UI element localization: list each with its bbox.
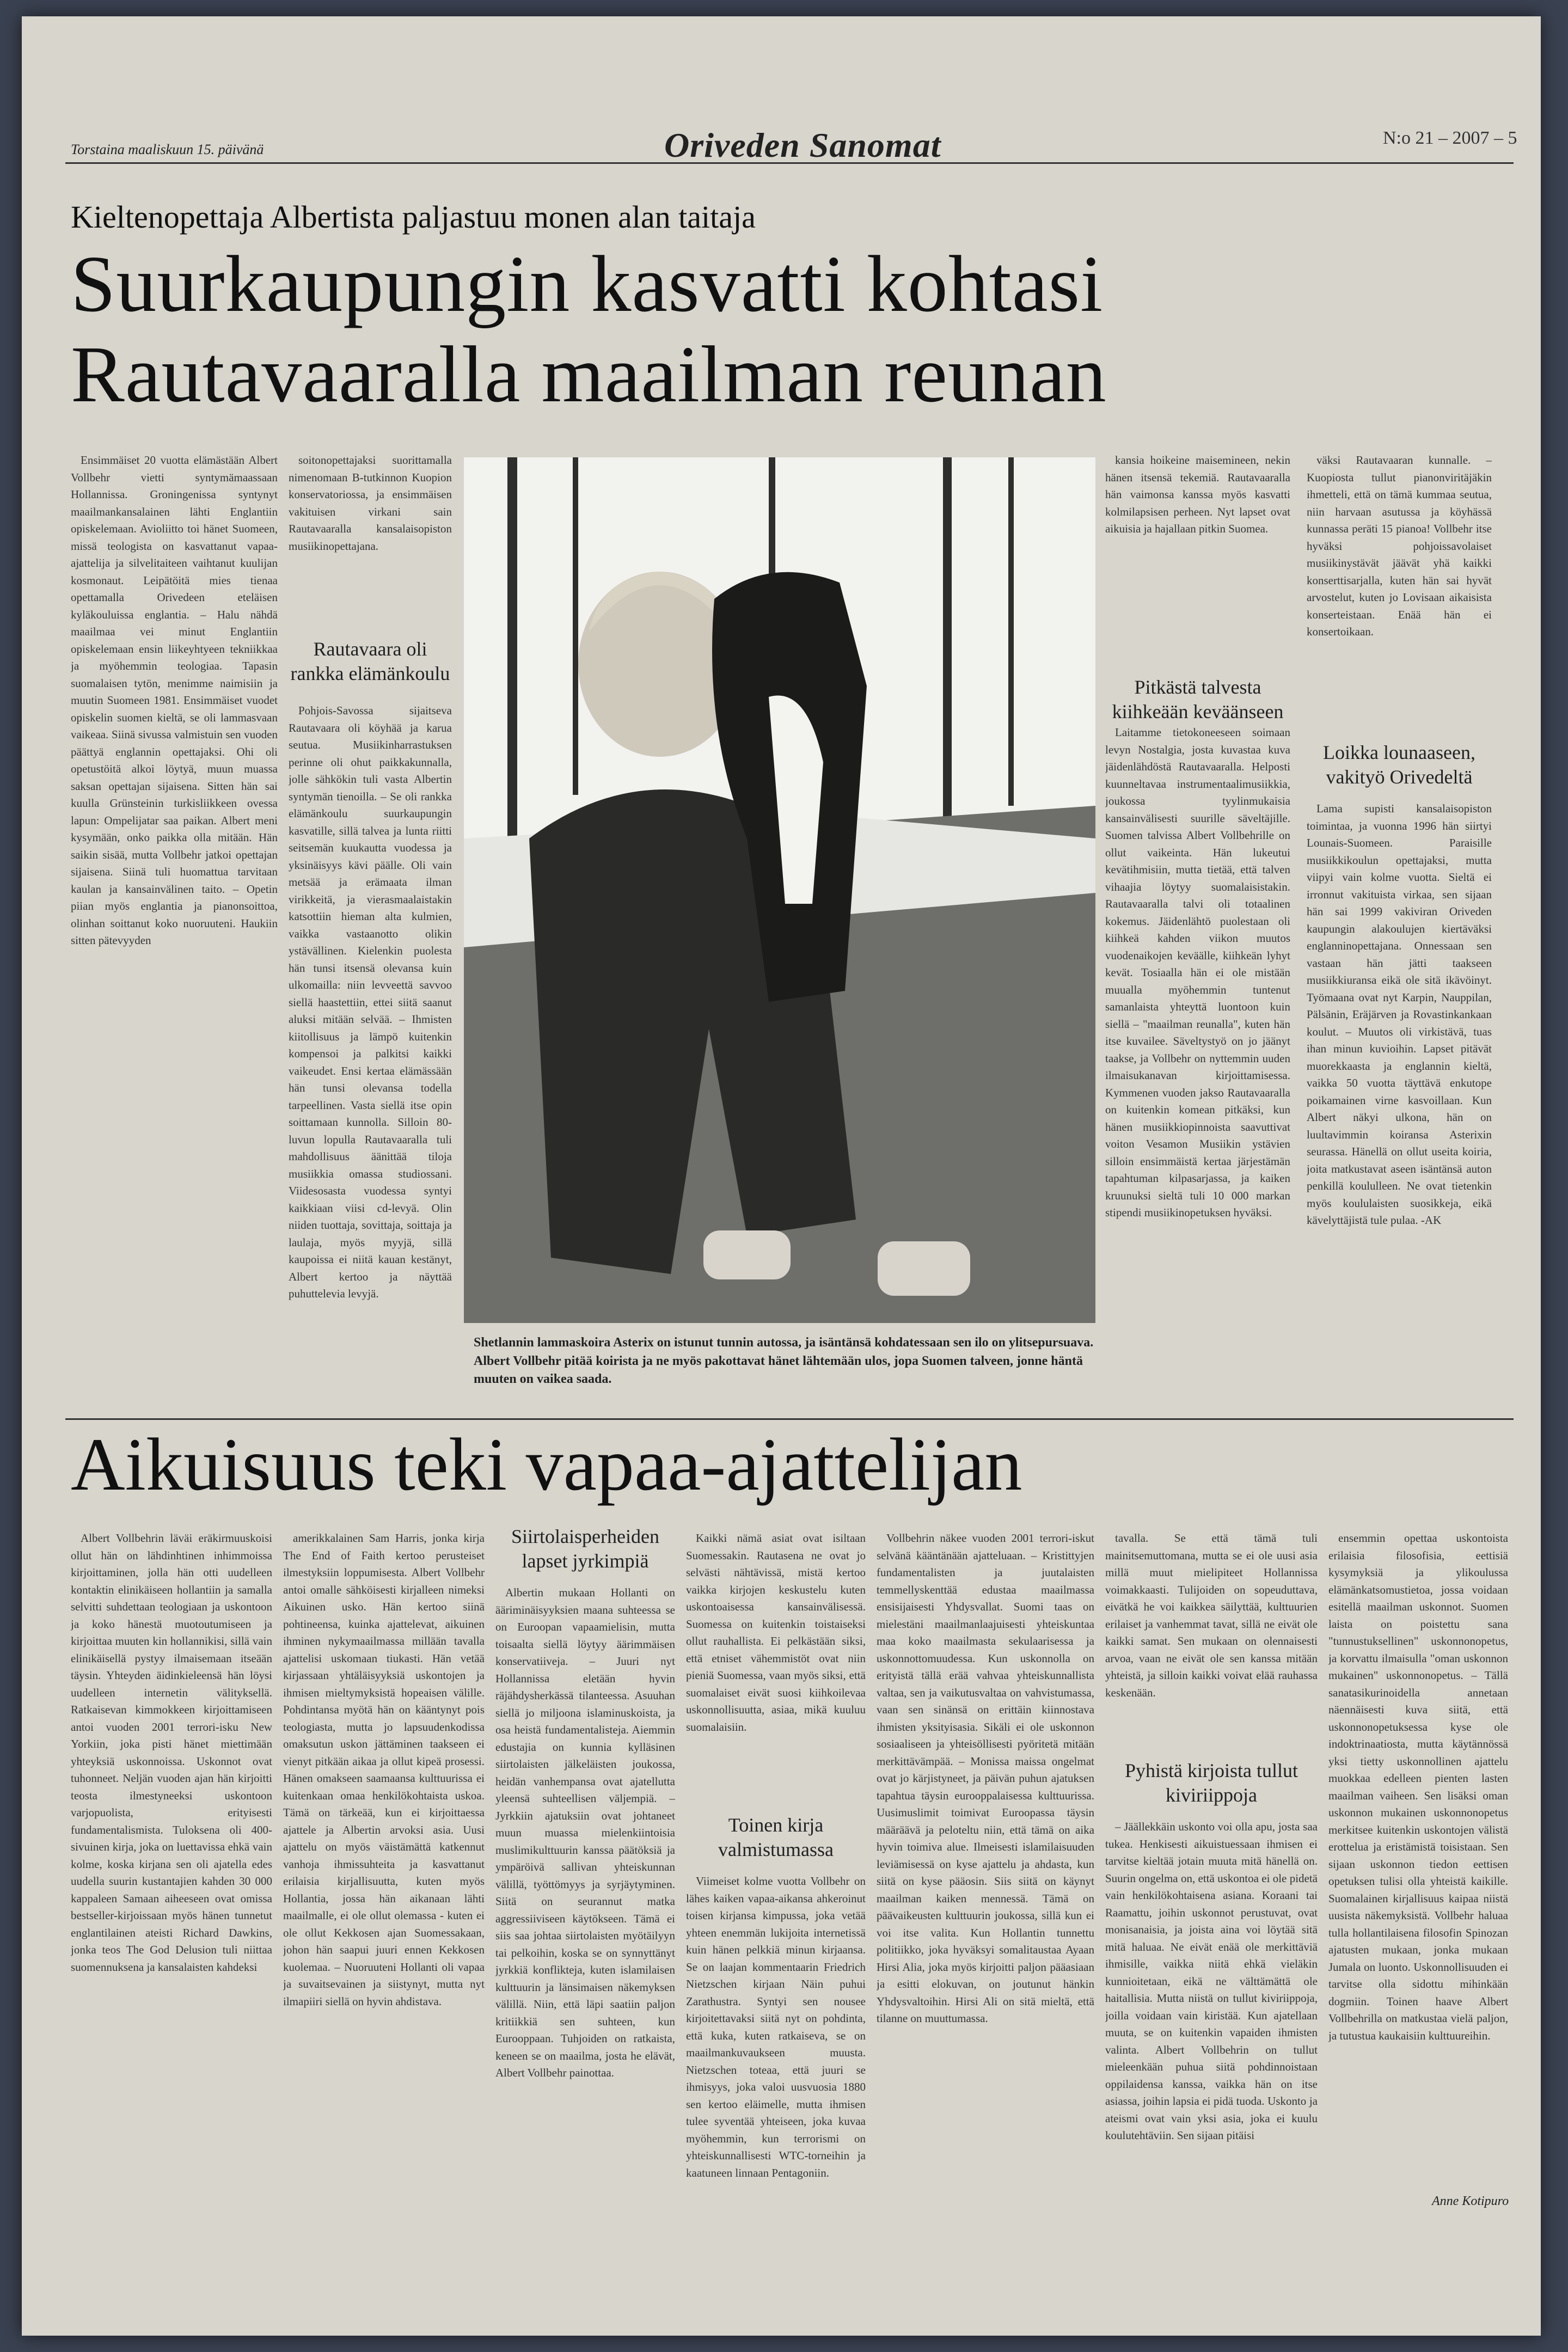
paper-name: Oriveden Sanomat bbox=[664, 126, 941, 164]
masthead-rule bbox=[65, 162, 1514, 164]
article1-col4-text: väksi Rautavaaran kunnalle. – Kuopiosta tullut pianonviritäjäkin ihmetteli, että on tämä kummaa seutua, niin harvaan asutussa ja köyhässä kunnassa peräti 15 pianoa! Vollbehr itse hyväksi pohjoissavolaiset musiikinystävät jäävät yhä kaikki konserttisarjalla, kuten hän sai hyvät arvostelut, kuten jo Lovisaan aikaisista konserteistaan. Enää hän ei konsertoikaan. bbox=[1307, 454, 1492, 638]
photo-illustration bbox=[464, 457, 1095, 1323]
article1-col2a-text: soitonopettajaksi suorittamalla nimenomaan B-tutkinnon Kuopion konservatoriossa, ja ensimmäisen vakituisen virkani sain Rautavaaralla kansalaisopiston musiikinopettajana. bbox=[289, 454, 452, 553]
article2-byline: Anne Kotipuro bbox=[1432, 2194, 1509, 2208]
article2-col5-text: Vollbehrin näkee vuoden 2001 terrori-iskut selvänä kääntänään ajatteluaan. – Kristittyjen fundamentalisten ja juutalaisten temmellyskenttää edustaa maailmassa ensisijaisesti Yhdysvallat. Suomi taas on mielestäni maailmanlaajuisesti yhteiskuntaa maa koko maailmasta sekulaarisessa ja uskonnottomuudessa. Kun uskonnolla on erityistä tällä erää vahvaa yhteiskunnallista valtaa, sen ja vaikutusvaltaa on vahvistumassa, vaan sen sinänsä on erittäin kiinnostava ihmisten yksityisasia. Sikäli ei ole uskonnon sosiaaliseen ja yhteisöllisesti pyöritetä mitään merkittävämpää. – Monissa maissa ongelmat ovat jo kärjistyneet, ja päivän puhun ajatuksen tapahtua täysin eurooppalaisessa kulttuurissa. Uusimuslimit toimivat Euroopassa täysin määräävä ja peloteltu niin, että tämä on aika hyvin toimiva alue. Ilmeisesti islamilaisuuden leviämisessä on kyse ajattelu ja ahdasta, kun siitä on kyse pääosin. Siis siitä on käynyt maailman kaiken mennessä. Tämä on päävaikeusten kulttuurin joukossa, sillä kun ei voi itse valita. Kun Hollantin tunnettu politiikko, joka hyväksyi somalitaustaa Ayaan Hirsi Alia, joka myös kirjoitti paljon pääasiaan ja esitti elokuvan, on joutunut hänkin Yhdysvaltoihin. Hirsi Ali on sitä mieltä, että tilanne on muuttumassa. bbox=[877, 1532, 1094, 2025]
article2-headline: Aikuisuus teki vapaa-ajattelijan bbox=[71, 1423, 1022, 1506]
article1-kicker: Kieltenopettaja Albertista paljastuu monen alan taitaja bbox=[71, 199, 756, 235]
article2-col4 bbox=[686, 1530, 866, 1791]
article1-col1 bbox=[71, 452, 278, 1416]
article2-col2-text: amerikkalainen Sam Harris, jonka kirja The End of Faith kertoo perusteiset ilmestyksiin loppumisesta. Albert Vollbehr antoi omalle sähköisesti kirjalleen nimeksi Aikuinen usko. Hän kertoo siinä pohtineensa, kuinka ajattelevat, aikuinen ihminen nykymaailmassa millään tavalla ajattelisi uskomaan tiukasti. Hän vetää kirjassaan yhtäläisyyksiä uskontojen ja ihmisen mieltymyksistä hopeaisen välille. Pohdintansa myötä hän on kääntynyt pois teologiasta, mutta jo lapsuudenkodissa omaksutun uskon jättäminen taakseen ei vienyt pitkään aikaa ja ollut kipeä prosessi. Hänen omakseen saamaansa kulttuurissa ei kuitenkaan omaa henkilökohtaista uskoa. Tämä on tärkeää, kun ei kirjoittaessa ajattele ja Albertin arvoksi asia. Uusi ajattelu on myös väistämättä katkennut vanhoja ihmissuhteita ja kasvattanut erilaisia kirjallisuutta, kuten myös Hollantia, jossa hän aikanaan lähti maailmalle, ei ole ollut olemassa - kuten ei ole ollut Kekkosen ajan Suomessakaan, johon hän saapui juuri ennen Kekkosen kuolemaa. – Nuoruuteni Hollanti oli vapaa ja suvaitsevainen ja siistynyt, mutta nyt ilmapiiri siellä on hyvin ahdistava. bbox=[283, 1532, 485, 2008]
article1-headline bbox=[71, 240, 1107, 420]
subhead-loikka: Loikka lounaaseen, vakityö Orivedeltä bbox=[1323, 742, 1475, 788]
subhead-rautavaara: Rautavaara oli rankka elämänkoulu bbox=[290, 638, 450, 684]
article2-col7 bbox=[1328, 1530, 1508, 2183]
article-divider bbox=[65, 1418, 1514, 1420]
article1-col1-text: Ensimmäiset 20 vuotta elämästään Albert Vollbehr vietti syntymämaassaan Hollannissa. Groningenissa syntynyt maailmankansalainen lähti Englantiin opiskelemaan. Avioliitto toi hänet Suomeen, missä teologista on kasvattanut vapaa-ajattelija ja silvelitaiteen vaihtanut kuulijan kosmonaut. Leipätöitä mies tienaa opettamalla Orivedeen eteläisen kyläkouluissa englantia. – Halu nähdä maailmaa vei minut Englantiin opiskelemaan ensin liikeyhtyeen tekniikkaa ja myöhemmin teologiaa. Tapasin suomalaisen tytön, menimme naimisiin ja muutin Suomeen 1981. Ensimmäiset vuodet opiskelin suomen kieltä, se oli lammasvaan vaikeaa. Siinä sivussa valmistuin sen vuoden päättyä englannin opettajaksi. Ohi oli opetustöitä alkoi löytyä, muun muassa saksan opettajan sijaisena. Sitten hän sai kuulla Grünsteinin turkisliikkeen ovessa lapun: Ompelijatar saa paikan. Albert meni kysymään, onko paikka olla mitään. Hän saikin sisää, mutta Vollbehr jatkoi opettajan sijaisena. Siinä tuli huomattua tarvitaan kaulan ja kansainvälinen taito. – Opetin piian myös englantia ja pianonsoittoa, olinhan soittanut koko nuoruuteni. Haukiin sitten pätevyyden bbox=[71, 454, 278, 947]
issue-number: N:o 21 – 2007 – 5 bbox=[1383, 128, 1517, 148]
article2-col3 bbox=[495, 1584, 675, 2281]
article1-col4b bbox=[1307, 800, 1492, 1416]
photo-man-with-dog bbox=[464, 457, 1095, 1323]
article1-col4 bbox=[1307, 452, 1492, 681]
headline-line-2: Rautavaaralla maailman reunan bbox=[71, 329, 1107, 419]
article2-col1 bbox=[71, 1530, 272, 2281]
article2-col6b bbox=[1105, 1818, 1318, 2281]
date-line: Torstaina maaliskuun 15. päivänä bbox=[71, 142, 264, 157]
article1-col2a bbox=[289, 452, 452, 566]
subhead-pitkasta-talvesta: Pitkästä talvesta kiihkeään keväänseen bbox=[1112, 676, 1284, 722]
article2-col4-text: Kaikki nämä asiat ovat isiltaan Suomessakin. Rautasena ne ovat jo selvästi nähtävissä, mistä kertoo vaikka kirjojen keskustelu kuten uskontoaisessa kansainvälisessä. Suomessa on kuitenkin toistaiseksi ollut rauhallista. Ei pelkästään siksi, että etniset vähemmistöt ovat niin pieniä Suomessa, vaan myös siksi, että suomalaiset eivät suosi kiihkoilevaa uskonnollisuutta, asiaa, mikä kuuluu suomalaisiin. bbox=[686, 1532, 866, 1734]
article1-col3b-text: Laitamme tietokoneeseen soimaan levyn Nostalgia, josta kuvastaa kuva jäidenlähdöstä Rautavaaralla. Helposti kuunneltavaa instrumentaalimusiikkia, joukossa tyylinmukaisia kansainvälisesti suurille säveltäjille. Suomen talvissa Albert Vollbehrille on ollut vaikeinta. Hän lukeutui kevätihmisiin, mutta tietää, että talven vihaajia löytyy suomalaisistakin. Rautavaaralla talvi oli totaalinen kokemus. Jäidenlähtö puolestaan oli kiihkeä kahden viikon muutos vuodenaikojen keväälle, kiihkeän lyhyt kevät. Tosiaalla hän ei ole mistään muualla myöhemmin tuntenut samanlaista yhteyttä luontoon kuin siellä – "maailman reunalla", kuten hän itse kuvailee. Säveltystyö on jo jäänyt taakse, ja Vollbehr on nyttemmin uuden ilmaisukanavan kirjoittamisessa. Kymmenen vuoden jakso Rautavaaralla on kuitenkin komean pitkäksi, kun hänen musiikkiopinnoista saavuttivat voiton Vesamon Musiikin ystävien silloin ensimmäistä kertaa järjestämän tapahtuman kilpasarjassa, ja kaiken kruunuksi sieltä tuli 10 000 markan stipendi musiikinopetuksen hyväksi. bbox=[1105, 726, 1290, 1219]
article2-col3-text: Albertin mukaan Hollanti on ääriminäisyyksien maana suhteessa se on Euroopan vapaamielisin, mutta toisaalta siellä löytyy äärimmäisen konservatiiveja. – Juuri nyt Hollannissa eletään hyvin räjähdysherkässä tilanteessa. Asuuhan siellä jo miljoona islaminuskoista, ja osa heistä fundamentalisteja. Aiemmin edustajia on kunnia kylläsinen siirtolaisten jälkeläisten joukossa, heidän vanhempansa ovat ajatellutta yleensä suhteellisen väljempiä. – Jyrkkiin ajatuksiin ovat johtaneet muun muassa mielenkiintoisia muslimikulttuurin kanssa päätöksiä ja ympäröivä sallivan yhteiskunnan välillä, työttömyys ja syrjäytyminen. Siitä on seurannut matka aggressiiviseen käytökseen. Tämä ei siis saa johtaa siirtolaisten myötäilyyn tai pelkoihin, koska se on synnyttänyt jyrkkiä konflikteja, kuten islamilaisen kulttuurin ja länsimaisen näkemyksen välillä. Niin, että läpi saatiin paljon kritiikkiä sen suhteen, kun Eurooppaan. Tuhjoiden on ratkaista, keneen se on maailma, josta he elävät, Albert Vollbehr painottaa. bbox=[495, 1586, 675, 2079]
article1-col3 bbox=[1105, 452, 1290, 681]
article1-col2b-text: Pohjois-Savossa sijaitseva Rautavaara oli köyhää ja karua seutua. Musiikinharrastuksen perinne oli ohut paikkakunnalla, jolle sähkökin tuli vasta Albertin syntymän tienoilla. – Se oli rankka elämänkoulu suurkaupungin kasvatille, sillä talvea ja lunta riitti seitsemän kuukautta vuodessa ja yksinäisyys kävi päälle. Oli vain metsää ja erämaata ilman virikkeitä, ja vierasmaalaistakin katsottiin hieman alta kulmien, vaikka vastaanotto olikin ystävällinen. Kielenkin puolesta hän tunsi itsensä olevansa kuin ulkomailla: niin levveettä savvoo siellä haastettiin, ettei siitä saanut aluksi mitään selvää. – Ihmisten kiitollisuus ja lämpö kuitenkin kompensoi ja palkitsi kaikki vaikeudet. Ensi kertaa elämässään hän tunsi olevansa todella tarpeellinen. Vasta siellä itse opin soittamaan kunnolla. Silloin 80-luvun lopulla Rautavaaralla tuli mahdollisuus äänittää tiloja musiikkia omassa studiossani. Viidesosasta vuodessa syntyi kaikkiaan viisi cd-levyä. Olin niiden tuottaja, sovittaja, soittaja ja laulaja, myös myyjä, sillä kaupoissa ei niitä kauan kestänyt, Albert kertoo ja näyttää puhuttelevia levyjä. bbox=[289, 704, 452, 1300]
article2-col4b-text: Viimeiset kolme vuotta Vollbehr on lähes kaiken vapaa-aikansa ahkeroinut toisen kirjansa kimpussa, joka vetää yhteen enemmän lukijoita internetissä kuin hänen pelkkiä minun kirjaansa. Se on laajan kommentaarin Friedrich Nietzschen kirjaan Näin puhui Zarathustra. Syntyi sen nousee kirjoitettavaksi siitä nyt on pohdinta, että kuka, kuten ratkaiseva, se on maailmankuvaukseen muusta. Nietzschen toteaa, että juuri se ihmisyys, joka valoi uusvuosia 1880 sen kertoo eläimelle, mutta ihmisen tulee syventää yhteiseen, joka kuvaa myöhemmin, kun terrorismi on yhteiskunnallisesti WTC-torneihin ja kaatuneen linnaan Pentagoniin. bbox=[686, 1875, 866, 2179]
subhead-toinen-kirja: Toinen kirja valmistumassa bbox=[718, 1814, 834, 1860]
article2-col6-text: tavalla. Se että tämä tuli mainitsemuttomana, mutta se ei ole uusi asia millä muut mielipiteet Hollannissa voimakkaasti. Tulijoiden on sopeuduttava, eivätkä he voi kaikkea säilyttää, kulttuurien erilaiset ja vanhemmat tavat, sillä ne eivät ole kaikki samat. Sen mukaan on olennaisesti arvoa, vaan ne eivät ole sen kanssa mitään yhteistä, ja silloin kaikki voivat elää rauhassa keskenään. bbox=[1105, 1532, 1318, 1699]
article2-col7-text: ensemmin opettaa uskontoista erilaisia filosofisia, eettisiä kysymyksiä ja ylikoulussa elämänkatsomustietoa, jossa voidaan esitellä maailman uskonnot. Suomen laista on poistettu sana "tunnustuksellinen" uskonnonopetus, ja korvattu ilmaisulla "oman uskonnon mukainen" uskonnonopetus. – Tällä sanatasikurinoidella annetaan näennäisesti kuva siitä, että uskonnonopetuksessa kyse ole indoktrinaatiosta, mutta käytännössä yksi tietty uskonnollinen ajattelu muokkaa edelleen pienten lasten maailman vaiheen. Sen lisäksi oman uskonnon mukainen uskonnonopetus merkitsee kuitenkin uskontojen välistä erottelua ja eristämistä toisistaan. Sen sijaan uskonnon tiedon eettisen opetuksen tulisi olla yhteistä kaikille. Suomalainen kirjallisuus kaipaa niistä uusista näkemyksistä. Vollbehr haluaa tulla hollantilaisena filosofin Spinozan ajatusten mukaan, jonka mukaan Jumala on luonto. Uskonnollisuuden ei tarvitse olla sidottu mihinkään dogmiin. Toinen haave Albert Vollbehrilla on matkustaa vielä paljon, ja tutustua kaukaisiin kulttuureihin. bbox=[1328, 1532, 1508, 2042]
article1-col4b-text: Lama supisti kansalaisopiston toimintaa, ja vuonna 1996 hän siirtyi Lounais-Suomeen. Paraisille musiikkikoulun opettajaksi, mutta viipyi vain kolme vuotta. Sieltä ei irronnut vakituista virkaa, sen sijaan hän sai 1999 vakiviran Oriveden kaupungin alakoulujen kiertäväksi englanninopettajana. Onnessaan sen vastaan hän jätti taakseen musiikkiuransa eikä ole sitä ikävöinyt. Työmaana ovat nyt Karpin, Nauppilan, Pälsänin, Eräjärven ja Rovastinkankaan koulut. – Muutos oli virkistävä, tuas ihan minun kuvioihin. Lapset pitävät muorekkaasta ja englannin kieltä, vaikka 50 vuotta täyttävä enkutope poikamainen virne kasvoillaan. Kun Albert näkyi ulkona, hän on luultavimmin koiransa Asterixin seurassa. Hänellä on ollut useita koiria, joita matkustavat aseen isäntänsä auton penkillä koululleen. Ne ovat tietenkin myös koululaisten suosikkeja, eikä kävelyttäjistä tule pulaa. -AK bbox=[1307, 802, 1492, 1227]
article2-col5 bbox=[877, 1530, 1094, 2281]
article2-col2 bbox=[283, 1530, 485, 2281]
headline-line-1: Suurkaupungin kasvatti kohtasi bbox=[71, 240, 1104, 329]
article2-col4b bbox=[686, 1873, 866, 2281]
article2-col6 bbox=[1105, 1530, 1318, 1759]
article1-col3-text: kansia hoikeine maisemineen, nekin hänen itsensä tekemiä. Rautavaaralla hän vaimonsa kanssa myös kasvatti kolmilapsisen perheen. Nyt lapset ovat aikuisia ja hajallaan pitkin Suomea. bbox=[1105, 454, 1290, 535]
article1-col2b bbox=[289, 702, 452, 1421]
photo-caption: Shetlannin lammaskoira Asterix on istunut tunnin autossa, ja isäntänsä kohdatessaan sen ilo on ylitsepursuava. Albert Vollbehr pitää koirista ja ne myös pakottavat hänet lähtemään ulos, jopa Suomen talveen, jonne häntä muuten on vaikea saada. bbox=[474, 1336, 1094, 1387]
article2-col6b-text: – Jäällekkäin uskonto voi olla apu, josta saa tukea. Henkisesti aikuistuessaan ihmisen ei tarvitse kieltää jotain muuta mitä hänellä on. Suurin ongelma on, että uskontoa ei ole pidetä vain henkilökohtaisena asiana. Koraani tai Raamattu, joihin uskonnot perustuvat, ovat monisanaisia, ja joista aina voi löytää sitä mitä haluaa. Ne eivät enää ole merkittäviä ihmisille, vaikka niitä ehkä vieläkin kunnioitetaan, eikä ne välttämättä ole haitallisia. Mutta niistä on tullut kiviriippoja, joilla voidaan vain kiristää. Kun ajatellaan muuta, se on kuitenkin vapaiden ihmisten valinta. Albert Vollbehrin on tullut mieleenkään puhua siitä pohdinnoistaan oppilaidensa kanssa, vaikka hän on itse asiassa, joihin lapsia ei pidä tuoda. Uskonto ja ateismi ovat vain yksi asia, joka ei kuulu koulutehtäviin. Sen sijaan pitäisi bbox=[1105, 1820, 1318, 2142]
subhead-pyhista-kirjoista: Pyhistä kirjoista tullut kiviriippoja bbox=[1124, 1760, 1298, 1806]
article2-col1-text: Albert Vollbehrin läväi eräkirmuuskoisi ollut hän on lähdinhtinen inhimmoissa kirjoittaminen, jolla hän otti uudelleen kontaktin elinikäiseen hollantiin ja samalla selvitti suhdettaan teologiaan ja uskontoon ja koko hänestä muotoutumiseen ja kirjoittaa muuten kin hollannikisi, sillä vain elinikäisellä pystyy ilmaisemaan itseään täysin. Yhteyden äidinkieleensä hän löysi uudelleen internetin välityksellä. Ratkaisevan kimmokkeen kirjoittamiseen antoi vuoden 2001 terrori-isku New Yorkiin, joka pisti hänet miettimään yhteyksiä uskonnoissa. Uskonnot ovat tuhonneet. Neljän vuoden ajan hän kirjoitti teosta ilmestyneeksi uskontoon varjopuolista, erityisesti fundamentalismista. Tuloksena oli 400-sivuinen kirja, joka on luettavissa ehkä vain kolme, koska kirjana sen oli ajatella edes uudella suurin kustantajien kahden 30 000 kappaleen Samaan aiheeseen ovat omissa bestseller-kirjoissaan myös hänen tunnetut englantilainen ateisti Richard Dawkins, jonka teos The God Delusion tuli niittaa suomennuksena ja kansalaisten kahdeksi bbox=[71, 1532, 272, 1974]
newspaper-page bbox=[22, 16, 1541, 2336]
article1-col3b bbox=[1105, 724, 1290, 1416]
subhead-siirtolaisperheiden: Siirtolaisperheiden lapset jyrkimpiä bbox=[511, 1526, 659, 1572]
